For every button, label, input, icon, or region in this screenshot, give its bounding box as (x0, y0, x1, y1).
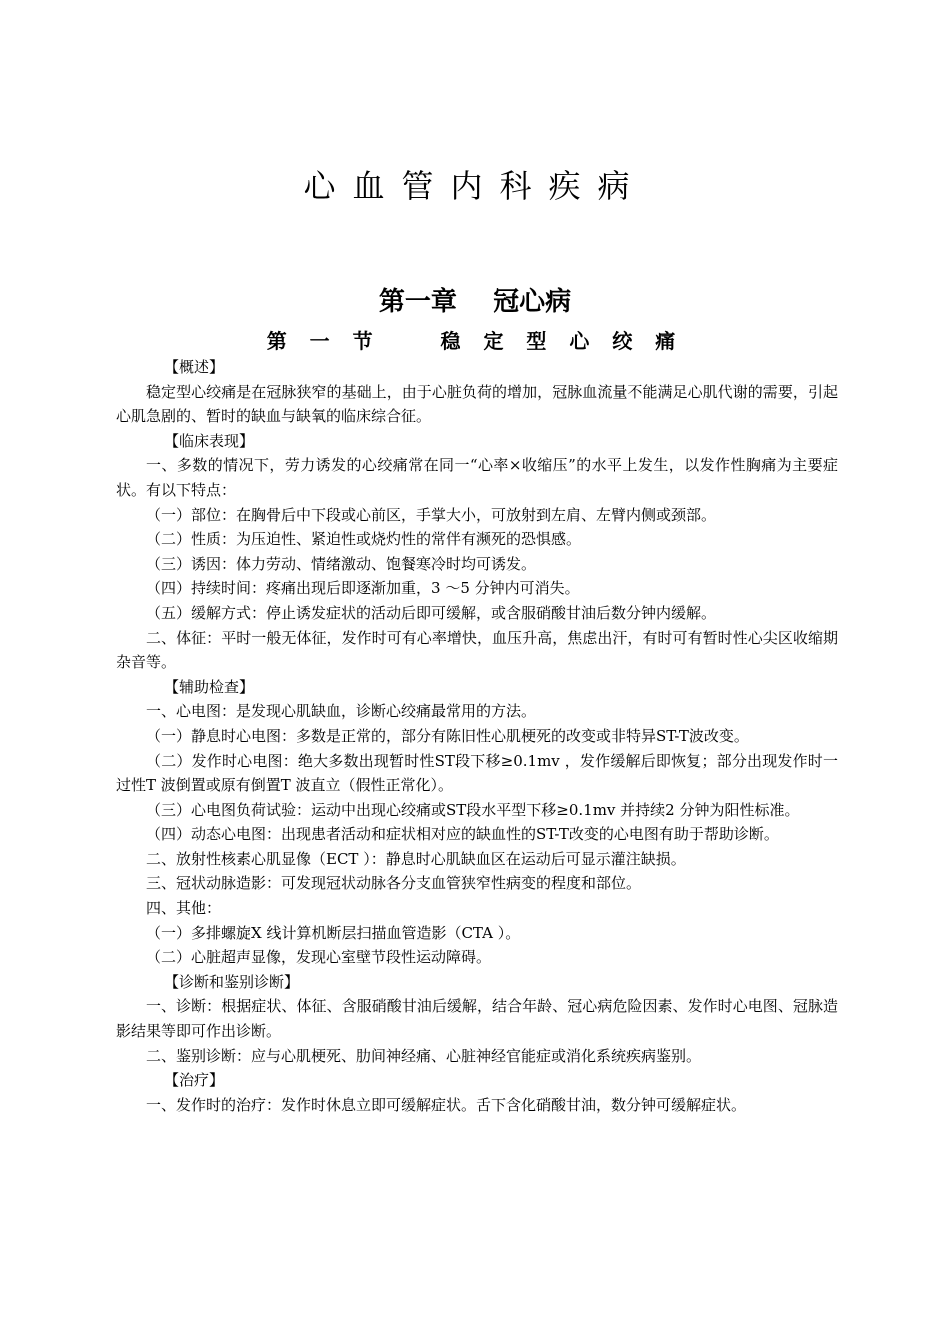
section-title (0, 326, 950, 356)
section-heading: 【辅助检查】 (164, 677, 255, 696)
body-paragraph: （二）心脏超声显像，发现心室壁节段性运动障碍。 (146, 948, 492, 967)
body-paragraph: 二、鉴别诊断：应与心肌梗死、肋间神经痛、心脏神经官能症或消化系统疾病鉴别。 (146, 1046, 702, 1065)
body-paragraph: 一、诊断：根据症状、体征、含服硝酸甘油后缓解，结合年龄、冠心病危险因素、发作时心电图、冠脉造影结果等即可作出诊断。 (116, 997, 838, 1041)
section-heading: 【治疗】 (164, 1071, 225, 1090)
book-title: 心血管内科疾病 (303, 167, 647, 205)
body-paragraph: （四）持续时间：疼痛出现后即逐渐加重，3 ～5 分钟内可消失。 (146, 579, 580, 598)
body-paragraph: 稳定型心绞痛是在冠脉狭窄的基础上，由于心脏负荷的增加，冠脉血流量不能满足心肌代谢的需要，引起心肌急剧的、暂时的缺血与缺氧的临床综合征。 (116, 382, 838, 426)
section-heading: 【概述】 (164, 358, 225, 376)
body-paragraph: （一）多排螺旋X 线计算机断层扫描血管造影（CTA ）。 (146, 923, 521, 942)
body-paragraph: 三、冠状动脉造影：可发现冠状动脉各分支血管狭窄性病变的程度和部位。 (146, 874, 642, 893)
body-paragraph: （三）心电图负荷试验：运动中出现心绞痛或ST段水平型下移≥0.1mv 并持续2 分钟为阳性标准。 (146, 800, 800, 819)
body-paragraph: （三）诱因：体力劳动、情绪激动、饱餐寒冷时均可诱发。 (146, 554, 537, 573)
body-paragraph: （五）缓解方式：停止诱发症状的活动后即可缓解，或含服硝酸甘油后数分钟内缓解。 (146, 603, 717, 622)
chapter-name: 冠心病 (493, 287, 572, 317)
body-paragraph: （二）发作时心电图：绝大多数出现暂时性ST段下移≥0.1mv ，发作缓解后即恢复；部分出现发作时一过性T 波倒置或原有倒置T 波直立（假性正常化）。 (116, 751, 838, 795)
section-heading: 【诊断和鉴别诊断】 (164, 972, 300, 991)
body-paragraph: 一、心电图：是发现心肌缺血，诊断心绞痛最常用的方法。 (146, 702, 537, 721)
body-paragraph: （二）性质：为压迫性、紧迫性或烧灼性的常伴有濒死的恐惧感。 (146, 530, 582, 549)
chapter-title (0, 284, 950, 320)
section-number: 第 一 节 (266, 329, 381, 353)
body-paragraph: 二、体征：平时一般无体征，发作时可有心率增快，血压升高，焦虑出汗，有时可有暂时性心尖区收缩期杂音等。 (116, 628, 838, 672)
body-paragraph: 四、其他： (146, 899, 222, 918)
body-paragraph: 二、放射性核素心肌显像（ECT ）：静息时心肌缺血区在运动后可显示灌注缺损。 (146, 849, 686, 868)
body-paragraph: 一、发作时的治疗：发作时休息立即可缓解症状。舌下含化硝酸甘油，数分钟可缓解症状。 (146, 1095, 747, 1114)
chapter-number: 第一章 (378, 287, 457, 317)
section-heading: 【临床表现】 (164, 431, 255, 450)
body-paragraph: （一）部位：在胸骨后中下段或心前区，手掌大小，可放射到左肩、左臂内侧或颈部。 (146, 505, 717, 524)
body-paragraph: 一、多数的情况下，劳力诱发的心绞痛常在同一“心率×收缩压”的水平上发生，以发作性胸痛为主要症状。有以下特点： (116, 456, 838, 499)
body-paragraph: （一）静息时心电图：多数是正常的，部分有陈旧性心肌梗死的改变或非特异ST-T波改变。 (146, 726, 749, 745)
document-body (116, 355, 838, 1117)
section-name: 稳 定 型 心 绞 痛 (440, 329, 684, 353)
body-paragraph: （四）动态心电图：出现患者活动和症状相对应的缺血性的ST-T改变的心电图有助于帮助诊断。 (146, 825, 779, 844)
